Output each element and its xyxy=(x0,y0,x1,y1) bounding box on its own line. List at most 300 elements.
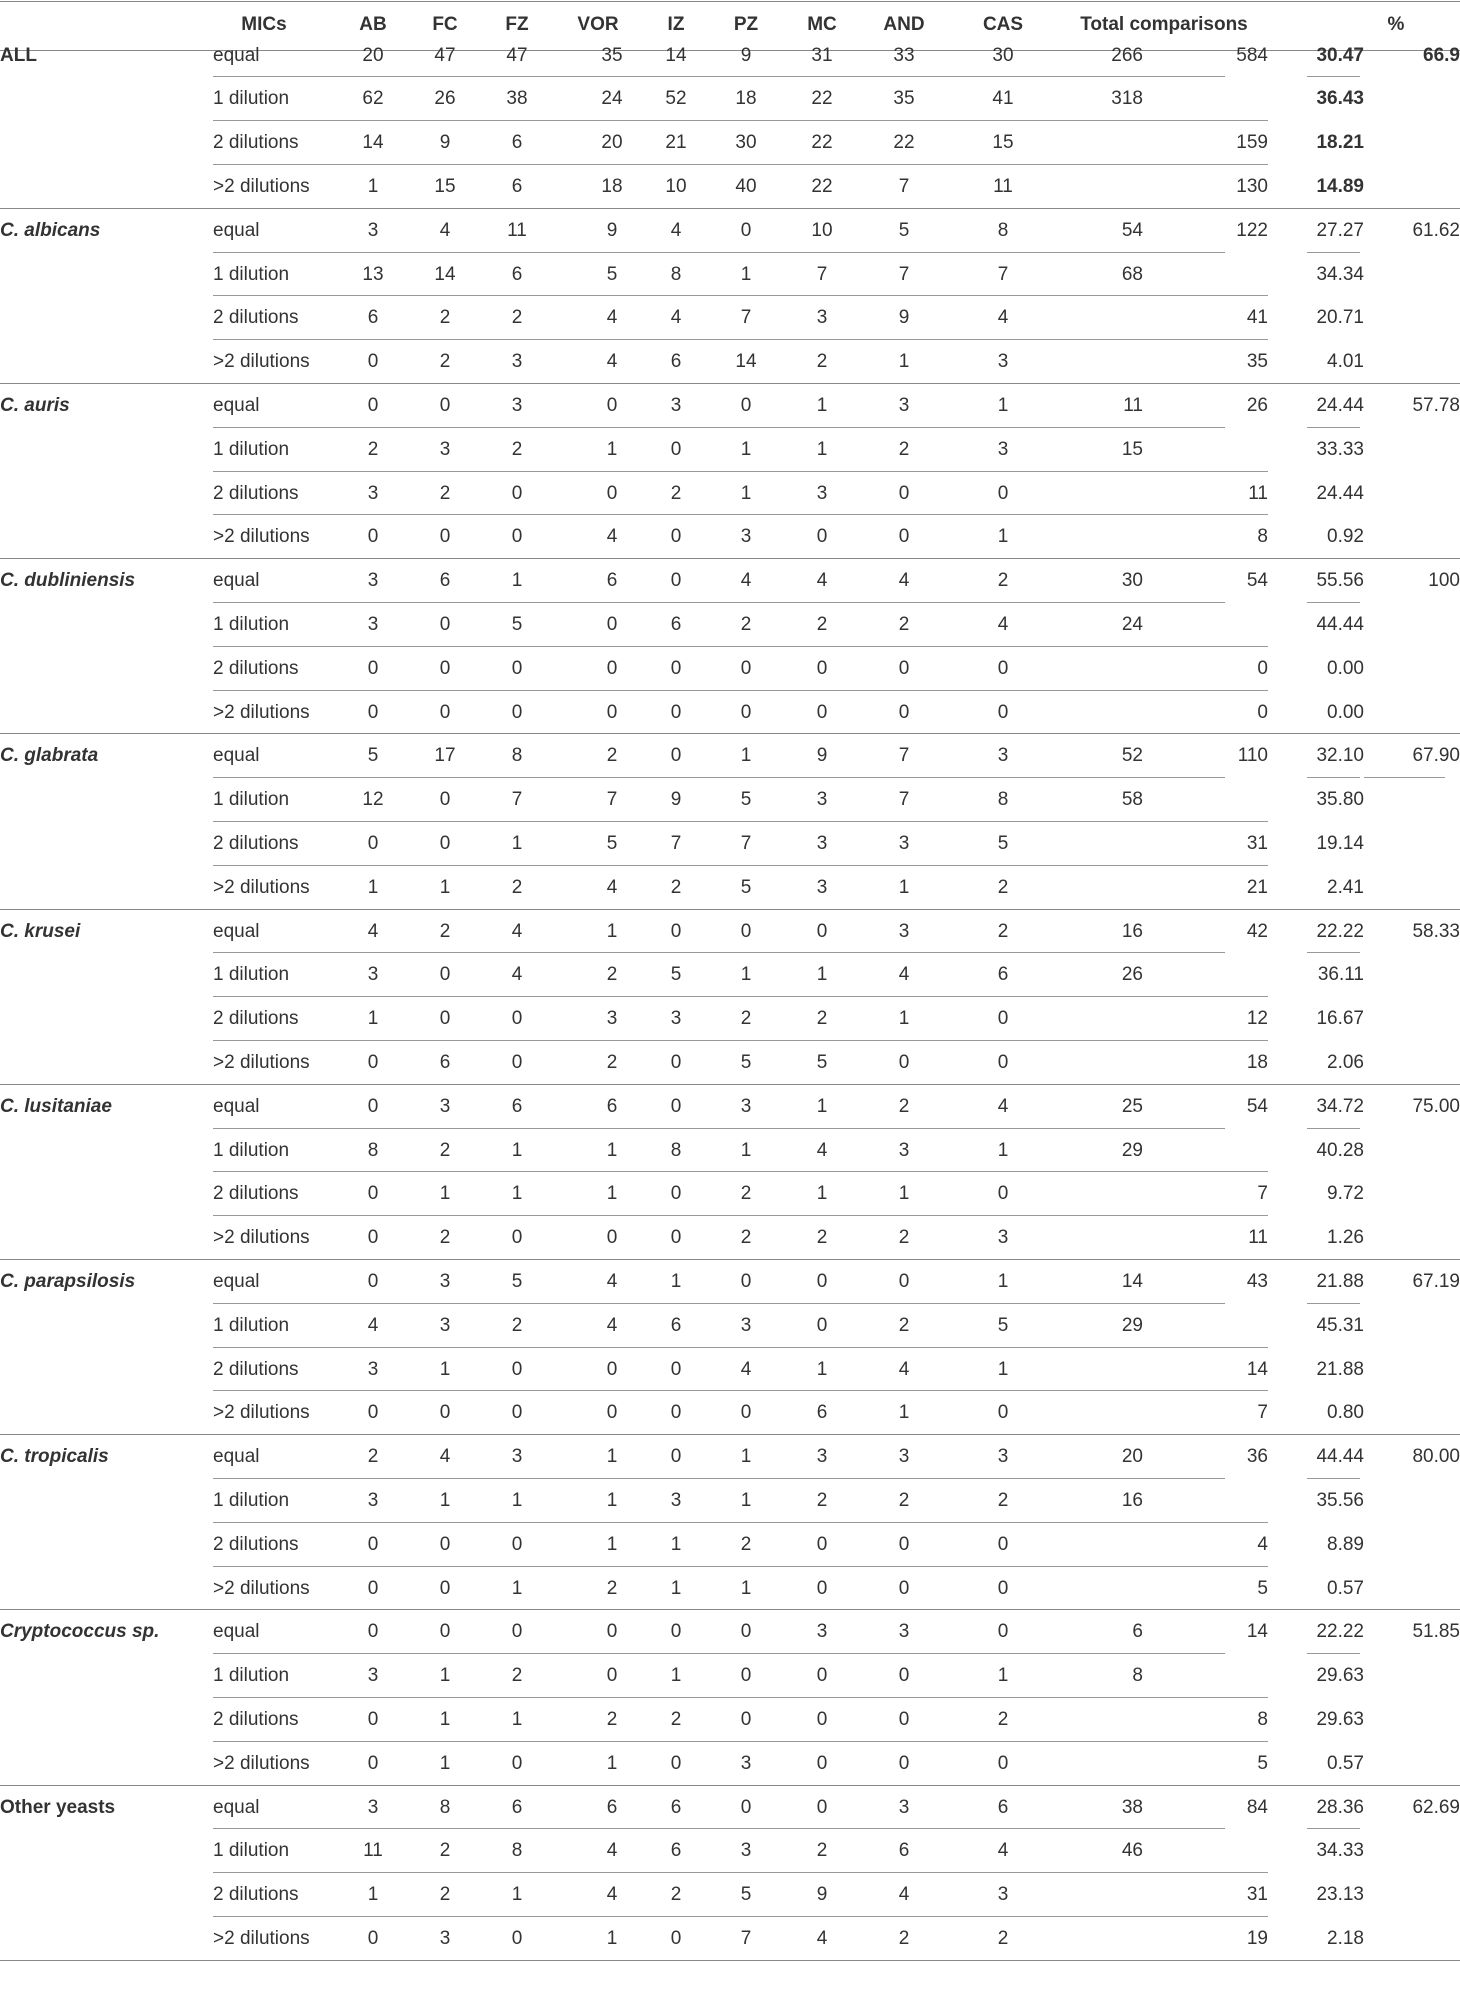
count-cell: 0 xyxy=(511,1051,523,1073)
count-cell: 0 xyxy=(740,1621,752,1643)
group-label: C. auris xyxy=(0,394,70,416)
count-cell: 4 xyxy=(740,1358,752,1380)
count-cell: 1 xyxy=(816,438,828,460)
count-cell: 0 xyxy=(367,1708,379,1730)
count-cell: 4 xyxy=(606,1314,618,1336)
count-cell: 0 xyxy=(816,526,828,548)
count-cell: 9 xyxy=(439,132,451,154)
row-label: equal xyxy=(213,920,260,942)
count-cell: 22 xyxy=(893,132,915,154)
subtotal-cell: 11 xyxy=(1248,482,1268,504)
count-cell: 5 xyxy=(997,832,1009,854)
rule-line xyxy=(213,339,1268,340)
row-label: 1 dilution xyxy=(213,613,290,635)
count-cell: 5 xyxy=(511,1270,523,1292)
group-rule xyxy=(0,558,1460,559)
row-label: >2 dilutions xyxy=(213,351,310,373)
count-cell: 5 xyxy=(367,745,379,767)
column-header: MICs xyxy=(241,14,287,35)
count-cell: 8 xyxy=(670,1139,682,1161)
count-cell: 0 xyxy=(898,1270,910,1292)
count-cell: 3 xyxy=(898,832,910,854)
count-cell: 22 xyxy=(811,88,833,110)
rule-line xyxy=(213,1303,1225,1304)
group-label: C. parapsilosis xyxy=(0,1270,136,1292)
rule-line xyxy=(213,514,1268,515)
percent-cell: 1.26 xyxy=(1327,1227,1364,1249)
row-label: equal xyxy=(213,1270,260,1292)
rule-line xyxy=(213,164,1268,165)
count-cell: 1 xyxy=(740,438,752,460)
count-cell: 1 xyxy=(367,1884,379,1906)
row-label: 2 dilutions xyxy=(213,1358,299,1380)
count-cell: 7 xyxy=(670,832,682,854)
count-cell: 0 xyxy=(439,832,451,854)
count-cell: 0 xyxy=(367,351,379,373)
total-comparisons-cell: 15 xyxy=(1121,438,1143,460)
count-cell: 4 xyxy=(997,1095,1009,1117)
count-cell: 0 xyxy=(511,1402,523,1424)
count-cell: 3 xyxy=(898,1621,910,1643)
count-cell: 0 xyxy=(670,570,682,592)
count-cell: 3 xyxy=(511,394,523,416)
count-cell: 0 xyxy=(997,1577,1009,1599)
row-label: >2 dilutions xyxy=(213,1927,310,1949)
count-cell: 2 xyxy=(997,876,1009,898)
count-cell: 0 xyxy=(898,701,910,723)
count-cell: 3 xyxy=(740,1840,752,1862)
count-cell: 7 xyxy=(898,175,910,197)
percent-cell: 22.22 xyxy=(1316,920,1364,942)
count-cell: 4 xyxy=(816,1139,828,1161)
rule-line xyxy=(1307,1303,1360,1304)
rule-line xyxy=(1364,777,1445,778)
row-label: >2 dilutions xyxy=(213,1577,310,1599)
count-cell: 0 xyxy=(511,701,523,723)
count-cell: 2 xyxy=(670,876,682,898)
count-cell: 3 xyxy=(898,1446,910,1468)
count-cell: 0 xyxy=(606,1358,618,1380)
percent-cell: 44.44 xyxy=(1316,613,1364,635)
percent-cell: 32.10 xyxy=(1316,745,1364,767)
count-cell: 0 xyxy=(740,1796,752,1818)
percent-cell: 24.44 xyxy=(1316,394,1364,416)
count-cell: 3 xyxy=(997,1884,1009,1906)
count-cell: 7 xyxy=(511,789,523,811)
column-header: IZ xyxy=(667,14,685,35)
count-cell: 0 xyxy=(997,1183,1009,1205)
subtotal-cell: 31 xyxy=(1246,832,1268,854)
count-cell: 31 xyxy=(811,44,833,66)
count-cell: 0 xyxy=(511,657,523,679)
group-overall-percent: 62.69 xyxy=(1412,1796,1460,1818)
rule-line xyxy=(1307,602,1360,603)
percent-cell: 34.33 xyxy=(1316,1840,1364,1862)
count-cell: 3 xyxy=(816,876,828,898)
group-sum: 84 xyxy=(1246,1796,1268,1818)
row-label: >2 dilutions xyxy=(213,175,310,197)
group-overall-percent: 100 xyxy=(1428,570,1460,592)
subtotal-cell: 0 xyxy=(1257,657,1268,679)
count-cell: 8 xyxy=(511,1840,523,1862)
count-cell: 0 xyxy=(898,1665,910,1687)
count-cell: 4 xyxy=(997,307,1009,329)
count-cell: 6 xyxy=(670,1314,682,1336)
count-cell: 2 xyxy=(606,1577,618,1599)
count-cell: 1 xyxy=(670,1665,682,1687)
count-cell: 0 xyxy=(670,701,682,723)
row-label: >2 dilutions xyxy=(213,1402,310,1424)
group-sum: 14 xyxy=(1246,1621,1268,1643)
subtotal-cell: 19 xyxy=(1246,1927,1268,1949)
count-cell: 3 xyxy=(367,570,379,592)
count-cell: 1 xyxy=(670,1533,682,1555)
count-cell: 22 xyxy=(811,175,833,197)
count-cell: 3 xyxy=(367,1665,379,1687)
count-cell: 0 xyxy=(367,701,379,723)
group-rule xyxy=(0,383,1460,384)
count-cell: 6 xyxy=(816,1402,828,1424)
count-cell: 0 xyxy=(997,1621,1009,1643)
count-cell: 2 xyxy=(606,964,618,986)
count-cell: 1 xyxy=(997,1139,1009,1161)
total-comparisons-cell: 54 xyxy=(1121,219,1143,241)
rule-line xyxy=(213,952,1225,953)
rule-line xyxy=(213,76,1225,77)
count-cell: 2 xyxy=(606,1051,618,1073)
count-cell: 0 xyxy=(606,701,618,723)
count-cell: 1 xyxy=(511,570,523,592)
count-cell: 8 xyxy=(670,263,682,285)
count-cell: 0 xyxy=(670,1621,682,1643)
percent-cell: 44.44 xyxy=(1316,1446,1364,1468)
group-sum: 122 xyxy=(1236,219,1268,241)
count-cell: 0 xyxy=(511,1533,523,1555)
count-cell: 3 xyxy=(997,1446,1009,1468)
count-cell: 0 xyxy=(898,526,910,548)
count-cell: 0 xyxy=(367,1927,379,1949)
count-cell: 0 xyxy=(670,1095,682,1117)
total-comparisons-cell: 11 xyxy=(1123,394,1143,416)
count-cell: 9 xyxy=(816,1884,828,1906)
count-cell: 6 xyxy=(670,1840,682,1862)
total-comparisons-cell: 38 xyxy=(1121,1796,1143,1818)
row-label: equal xyxy=(213,394,260,416)
count-cell: 6 xyxy=(511,1796,523,1818)
row-label: >2 dilutions xyxy=(213,1752,310,1774)
count-cell: 0 xyxy=(816,1577,828,1599)
rule-line xyxy=(213,1741,1268,1742)
count-cell: 0 xyxy=(997,1752,1009,1774)
count-cell: 0 xyxy=(606,394,618,416)
count-cell: 3 xyxy=(670,1489,682,1511)
row-label: equal xyxy=(213,1796,260,1818)
count-cell: 1 xyxy=(367,1008,379,1030)
percent-cell: 0.57 xyxy=(1327,1577,1364,1599)
count-cell: 1 xyxy=(439,1183,451,1205)
count-cell: 0 xyxy=(367,1621,379,1643)
group-rule xyxy=(0,1960,1460,1961)
rule-line xyxy=(213,1566,1268,1567)
count-cell: 2 xyxy=(511,876,523,898)
count-cell: 2 xyxy=(740,613,752,635)
rule-line xyxy=(213,1478,1225,1479)
count-cell: 1 xyxy=(898,1183,910,1205)
count-cell: 1 xyxy=(740,745,752,767)
count-cell: 0 xyxy=(670,745,682,767)
table-top-rule xyxy=(0,1,1460,2)
subtotal-cell: 4 xyxy=(1257,1533,1268,1555)
count-cell: 1 xyxy=(606,438,618,460)
count-cell: 1 xyxy=(997,526,1009,548)
count-cell: 1 xyxy=(511,1708,523,1730)
group-sum: 43 xyxy=(1246,1270,1268,1292)
count-cell: 30 xyxy=(735,132,757,154)
count-cell: 0 xyxy=(816,1270,828,1292)
count-cell: 2 xyxy=(740,1008,752,1030)
count-cell: 9 xyxy=(740,44,752,66)
count-cell: 47 xyxy=(506,44,528,66)
count-cell: 21 xyxy=(665,132,687,154)
count-cell: 7 xyxy=(740,307,752,329)
count-cell: 6 xyxy=(439,570,451,592)
count-cell: 9 xyxy=(816,745,828,767)
count-cell: 0 xyxy=(816,1665,828,1687)
count-cell: 2 xyxy=(898,1489,910,1511)
total-comparisons-cell: 318 xyxy=(1111,88,1143,110)
count-cell: 0 xyxy=(670,526,682,548)
count-cell: 7 xyxy=(898,263,910,285)
group-overall-percent: 75.00 xyxy=(1412,1095,1460,1117)
count-cell: 1 xyxy=(740,263,752,285)
rule-line xyxy=(213,1522,1268,1523)
subtotal-cell: 5 xyxy=(1257,1577,1268,1599)
count-cell: 1 xyxy=(898,351,910,373)
count-cell: 2 xyxy=(816,1008,828,1030)
row-label: >2 dilutions xyxy=(213,1227,310,1249)
count-cell: 0 xyxy=(670,657,682,679)
count-cell: 0 xyxy=(740,920,752,942)
count-cell: 3 xyxy=(439,1927,451,1949)
rule-line xyxy=(213,821,1268,822)
total-comparisons-cell: 16 xyxy=(1121,1489,1143,1511)
count-cell: 3 xyxy=(816,1446,828,1468)
rule-line xyxy=(213,996,1268,997)
count-cell: 1 xyxy=(997,1270,1009,1292)
count-cell: 1 xyxy=(511,1577,523,1599)
count-cell: 4 xyxy=(367,920,379,942)
count-cell: 0 xyxy=(511,1752,523,1774)
count-cell: 0 xyxy=(606,1402,618,1424)
count-cell: 9 xyxy=(670,789,682,811)
rule-line xyxy=(213,646,1268,647)
total-comparisons-cell: 266 xyxy=(1111,44,1143,66)
total-comparisons-cell: 58 xyxy=(1121,789,1143,811)
count-cell: 2 xyxy=(511,1314,523,1336)
rule-line xyxy=(213,865,1268,866)
count-cell: 3 xyxy=(898,1139,910,1161)
column-header: VOR xyxy=(577,14,619,35)
percent-cell: 21.88 xyxy=(1316,1270,1364,1292)
count-cell: 3 xyxy=(511,351,523,373)
count-cell: 3 xyxy=(367,1489,379,1511)
column-header: MC xyxy=(807,14,837,35)
count-cell: 0 xyxy=(511,1008,523,1030)
count-cell: 3 xyxy=(367,613,379,635)
group-overall-percent: 80.00 xyxy=(1412,1446,1460,1468)
count-cell: 1 xyxy=(367,175,379,197)
count-cell: 3 xyxy=(439,1095,451,1117)
group-overall-percent: 66.9 xyxy=(1423,44,1460,66)
count-cell: 1 xyxy=(816,1183,828,1205)
count-cell: 1 xyxy=(606,1752,618,1774)
rule-line xyxy=(1307,1478,1360,1479)
subtotal-cell: 21 xyxy=(1246,876,1268,898)
count-cell: 0 xyxy=(367,1752,379,1774)
count-cell: 3 xyxy=(367,219,379,241)
row-label: 1 dilution xyxy=(213,1139,290,1161)
count-cell: 0 xyxy=(606,657,618,679)
count-cell: 0 xyxy=(670,1227,682,1249)
count-cell: 0 xyxy=(997,657,1009,679)
count-cell: 3 xyxy=(816,789,828,811)
count-cell: 1 xyxy=(439,1752,451,1774)
count-cell: 4 xyxy=(898,570,910,592)
percent-cell: 14.89 xyxy=(1316,175,1364,197)
rule-line xyxy=(1307,427,1360,428)
count-cell: 3 xyxy=(816,482,828,504)
count-cell: 1 xyxy=(740,964,752,986)
row-label: 2 dilutions xyxy=(213,482,299,504)
count-cell: 1 xyxy=(740,1577,752,1599)
row-label: equal xyxy=(213,1621,260,1643)
percent-cell: 2.06 xyxy=(1327,1051,1364,1073)
count-cell: 2 xyxy=(816,613,828,635)
group-label: C. lusitaniae xyxy=(0,1095,112,1117)
count-cell: 1 xyxy=(606,1533,618,1555)
subtotal-cell: 12 xyxy=(1246,1008,1268,1030)
subtotal-cell: 159 xyxy=(1236,132,1268,154)
total-comparisons-cell: 25 xyxy=(1121,1095,1143,1117)
count-cell: 4 xyxy=(898,964,910,986)
count-cell: 18 xyxy=(601,175,623,197)
count-cell: 0 xyxy=(511,526,523,548)
group-label: C. glabrata xyxy=(0,745,99,767)
subtotal-cell: 130 xyxy=(1236,175,1268,197)
count-cell: 1 xyxy=(439,1489,451,1511)
count-cell: 6 xyxy=(367,307,379,329)
row-label: 2 dilutions xyxy=(213,1533,299,1555)
subtotal-cell: 8 xyxy=(1257,526,1268,548)
percent-cell: 33.33 xyxy=(1316,438,1364,460)
count-cell: 2 xyxy=(439,1840,451,1862)
count-cell: 0 xyxy=(511,1621,523,1643)
count-cell: 0 xyxy=(898,1752,910,1774)
row-label: 1 dilution xyxy=(213,263,290,285)
percent-cell: 34.72 xyxy=(1316,1095,1364,1117)
row-label: 2 dilutions xyxy=(213,1183,299,1205)
count-cell: 0 xyxy=(740,1270,752,1292)
group-rule xyxy=(0,1084,1460,1085)
percent-cell: 29.63 xyxy=(1316,1708,1364,1730)
count-cell: 3 xyxy=(997,438,1009,460)
rule-line xyxy=(213,1390,1268,1391)
group-overall-percent: 51.85 xyxy=(1412,1621,1460,1643)
row-label: 1 dilution xyxy=(213,438,290,460)
percent-cell: 2.18 xyxy=(1327,1927,1364,1949)
count-cell: 0 xyxy=(997,701,1009,723)
count-cell: 0 xyxy=(740,1402,752,1424)
count-cell: 0 xyxy=(439,613,451,635)
row-label: 2 dilutions xyxy=(213,307,299,329)
count-cell: 0 xyxy=(670,1752,682,1774)
row-label: equal xyxy=(213,44,260,66)
count-cell: 0 xyxy=(816,1796,828,1818)
count-cell: 1 xyxy=(997,1358,1009,1380)
count-cell: 1 xyxy=(511,832,523,854)
percent-cell: 29.63 xyxy=(1316,1665,1364,1687)
count-cell: 3 xyxy=(511,1446,523,1468)
count-cell: 0 xyxy=(606,613,618,635)
group-rule xyxy=(0,909,1460,910)
count-cell: 3 xyxy=(816,307,828,329)
count-cell: 2 xyxy=(670,1708,682,1730)
percent-cell: 35.56 xyxy=(1316,1489,1364,1511)
count-cell: 12 xyxy=(362,789,384,811)
count-cell: 5 xyxy=(511,613,523,635)
group-sum: 36 xyxy=(1246,1446,1268,1468)
count-cell: 11 xyxy=(993,175,1013,197)
total-comparisons-cell: 68 xyxy=(1121,263,1143,285)
count-cell: 2 xyxy=(898,1927,910,1949)
count-cell: 0 xyxy=(816,1708,828,1730)
row-label: 1 dilution xyxy=(213,88,290,110)
total-comparisons-cell: 29 xyxy=(1121,1314,1143,1336)
count-cell: 6 xyxy=(439,1051,451,1073)
group-overall-percent: 67.19 xyxy=(1412,1270,1460,1292)
group-label: C. krusei xyxy=(0,920,81,942)
count-cell: 0 xyxy=(997,1051,1009,1073)
percent-cell: 21.88 xyxy=(1316,1358,1364,1380)
count-cell: 0 xyxy=(997,1402,1009,1424)
percent-cell: 35.80 xyxy=(1316,789,1364,811)
count-cell: 0 xyxy=(898,1051,910,1073)
total-comparisons-cell: 52 xyxy=(1121,745,1143,767)
count-cell: 9 xyxy=(898,307,910,329)
count-cell: 1 xyxy=(606,1489,618,1511)
count-cell: 1 xyxy=(606,920,618,942)
count-cell: 38 xyxy=(506,88,528,110)
count-cell: 30 xyxy=(992,44,1014,66)
rule-line xyxy=(213,120,1268,121)
rule-line xyxy=(1307,1653,1360,1654)
count-cell: 0 xyxy=(670,1927,682,1949)
count-cell: 0 xyxy=(439,1008,451,1030)
count-cell: 2 xyxy=(511,307,523,329)
rule-line xyxy=(213,1697,1268,1698)
count-cell: 1 xyxy=(439,876,451,898)
count-cell: 2 xyxy=(439,307,451,329)
subtotal-cell: 11 xyxy=(1248,1227,1268,1249)
rule-line xyxy=(213,295,1268,296)
count-cell: 3 xyxy=(367,482,379,504)
count-cell: 8 xyxy=(511,745,523,767)
count-cell: 4 xyxy=(670,219,682,241)
count-cell: 3 xyxy=(997,351,1009,373)
count-cell: 3 xyxy=(898,920,910,942)
count-cell: 14 xyxy=(665,44,687,66)
count-cell: 0 xyxy=(511,1227,523,1249)
